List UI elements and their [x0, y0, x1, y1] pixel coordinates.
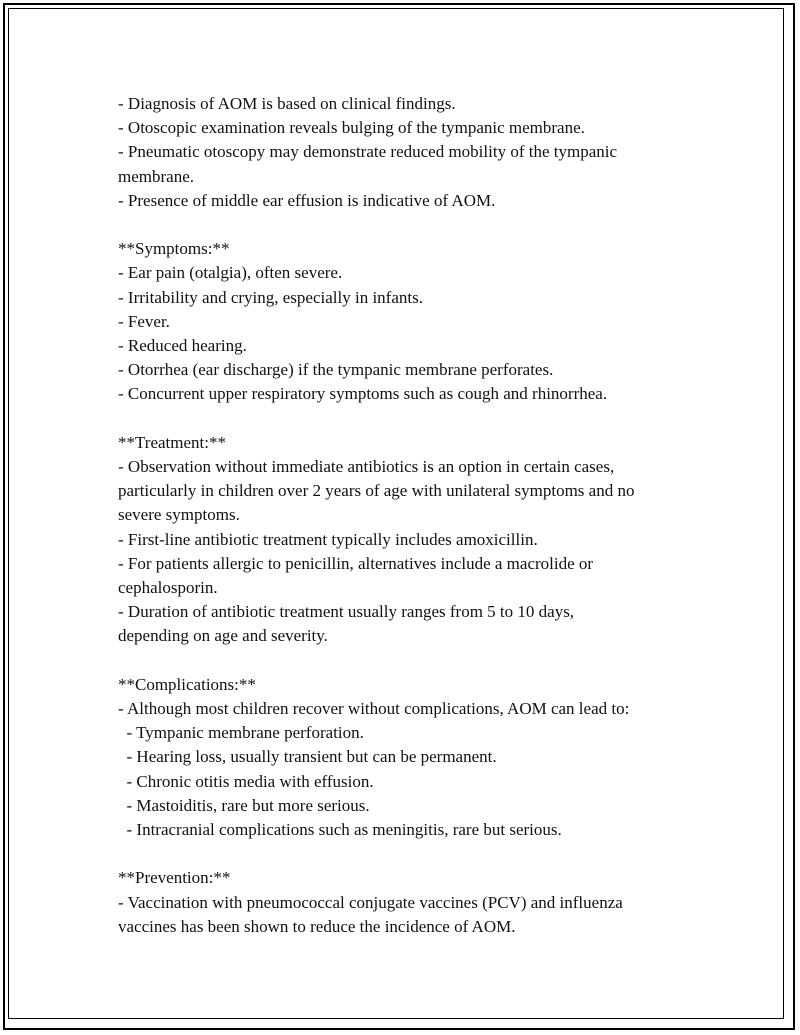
text-line: cephalosporin.: [118, 578, 218, 598]
text-line: - Duration of antibiotic treatment usually ranges from 5 to 10 days,: [118, 602, 575, 622]
section-heading-prevention: **Prevention:**: [118, 868, 231, 888]
text-line: severe symptoms.: [118, 505, 240, 525]
text-line: - Mastoiditis, rare but more serious.: [118, 795, 370, 815]
text-line: depending on age and severity.: [118, 626, 328, 646]
text-line: - Ear pain (otalgia), often severe.: [118, 263, 343, 283]
text-line: - Intracranial complications such as meningitis, rare but serious.: [118, 820, 562, 840]
blank-line: [118, 407, 698, 431]
text-line: - Although most children recover without complications, AOM can lead to:: [118, 699, 630, 719]
section-heading-complications: **Complications:**: [118, 674, 256, 694]
text-line: - First-line antibiotic treatment typically includes amoxicillin.: [118, 529, 538, 549]
text-line: - Concurrent upper respiratory symptoms such as cough and rhinorrhea.: [118, 384, 608, 404]
text-line: - Diagnosis of AOM is based on clinical findings.: [118, 94, 456, 113]
text-line: - Reduced hearing.: [118, 336, 247, 356]
text-line: - Pneumatic otoscopy may demonstrate reduced mobility of the tympanic: [118, 142, 618, 162]
text-line: - Presence of middle ear effusion is indicative of AOM.: [118, 190, 496, 210]
text-line: - Vaccination with pneumococcal conjugate vaccines (PCV) and influenza: [118, 892, 623, 912]
text-line: - Chronic otitis media with effusion.: [118, 771, 374, 791]
text-line: - For patients allergic to penicillin, alternatives include a macrolide or: [118, 553, 594, 573]
text-line: - Fever.: [118, 311, 170, 331]
text-line: particularly in children over 2 years of age with unilateral symptoms and no: [118, 481, 635, 501]
section-heading-symptoms: **Symptoms:**: [118, 239, 230, 259]
text-line: - Otorrhea (ear discharge) if the tympanic membrane perforates.: [118, 360, 554, 380]
text-line: - Tympanic membrane perforation.: [118, 723, 364, 743]
text-line: - Hearing loss, usually transient but can be permanent.: [118, 747, 497, 767]
document-body: [118, 92, 698, 939]
blank-line: [118, 649, 698, 673]
blank-line: [118, 213, 698, 237]
text-line: vaccines has been shown to reduce the incidence of AOM.: [118, 916, 516, 936]
text-line: - Otoscopic examination reveals bulging of the tympanic membrane.: [118, 118, 585, 138]
text-line: - Irritability and crying, especially in infants.: [118, 287, 423, 307]
text-line: membrane.: [118, 166, 194, 186]
section-heading-treatment: **Treatment:**: [118, 432, 226, 452]
text-line: - Observation without immediate antibiotics is an option in certain cases,: [118, 457, 615, 477]
blank-line: [118, 842, 698, 866]
